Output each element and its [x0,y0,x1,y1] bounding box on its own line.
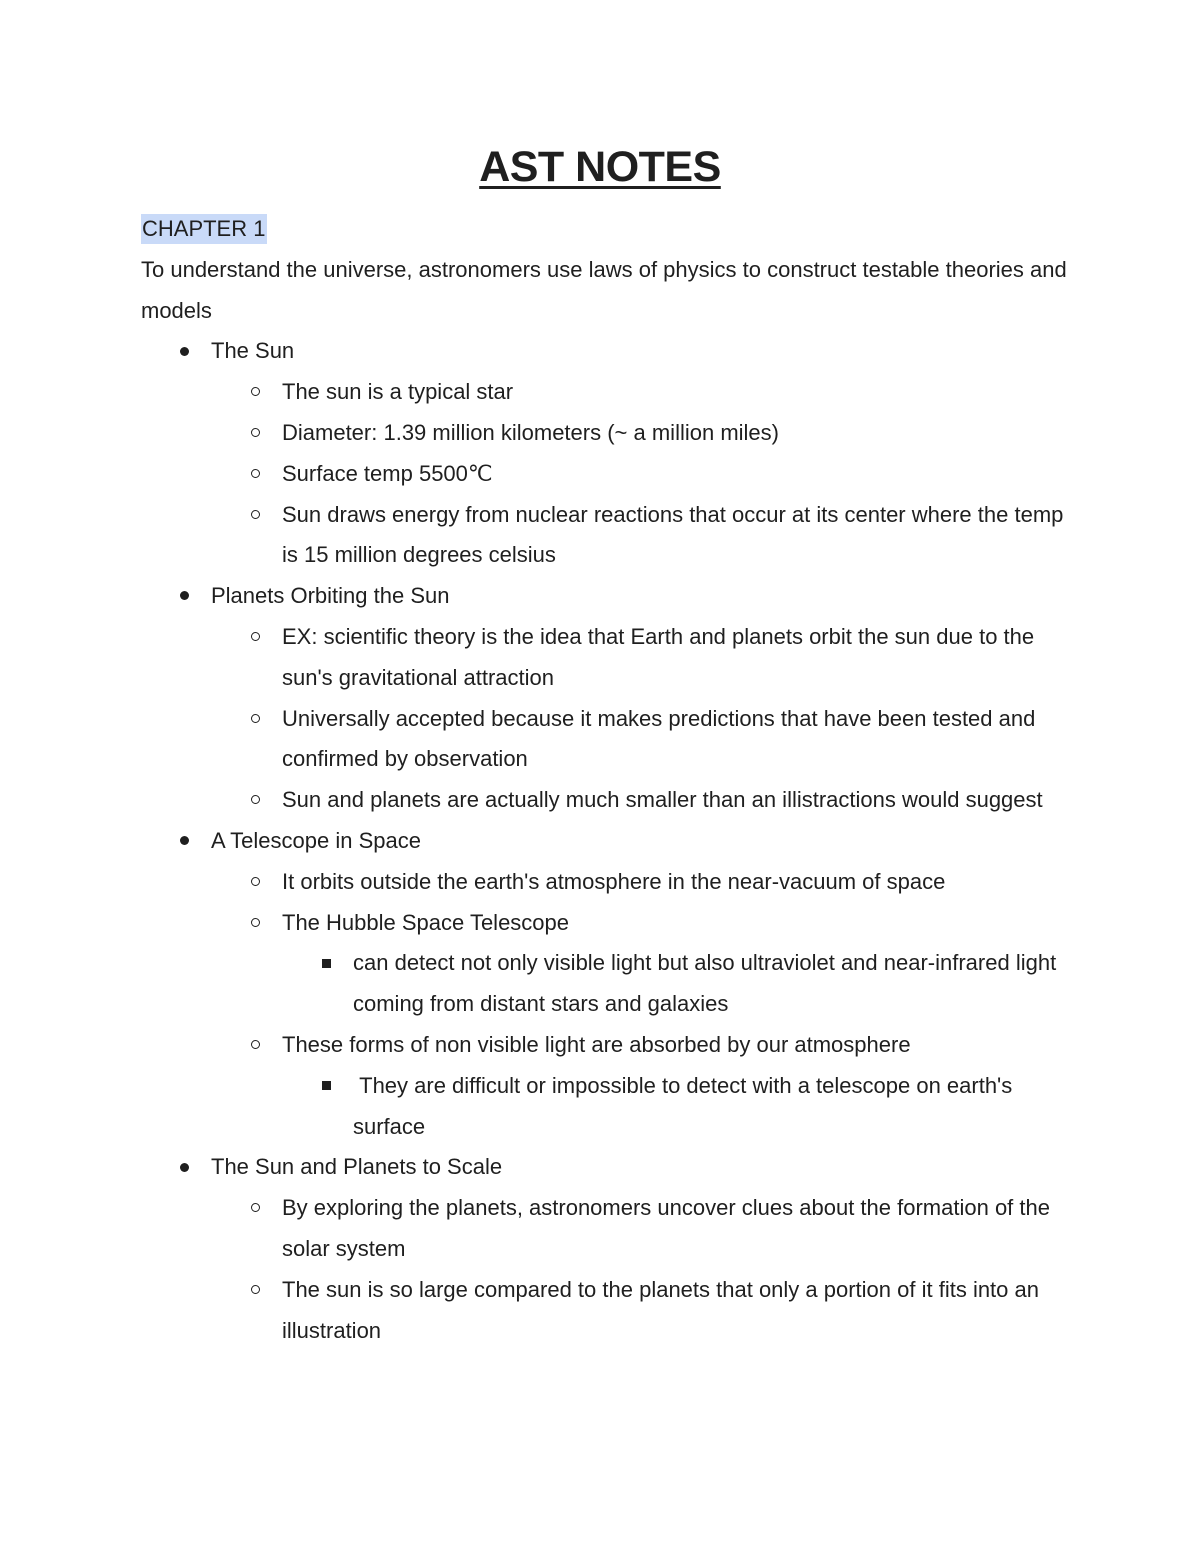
hollow-bullet-icon [245,1270,265,1311]
document-body [141,209,1071,1351]
hollow-bullet-icon [245,1025,265,1066]
filled-bullet-icon [174,821,194,862]
sub-bullet-text: Sun draws energy from nuclear reactions that occur at its center where the temp is 15 million degrees celsius [282,501,1064,568]
bullet-item [141,576,1071,617]
sub-bullet-item [141,699,1071,781]
sub-bullet-item [141,780,1071,821]
document-title: AST NOTES [479,143,721,191]
sub-bullet-item [141,413,1071,454]
sub-bullet-item [141,495,1071,577]
bullet-heading: The Sun and Planets to Scale [211,1154,503,1180]
sub-sub-bullet-text: They are difficult or impossible to detect with a telescope on earth's surface [353,1072,1019,1139]
sub-bullet-item [141,1270,1071,1352]
filled-bullet-icon [174,331,194,372]
sub-bullet-text: These forms of non visible light are absorbed by our atmosphere [282,1031,911,1057]
sub-bullet-text: Sun and planets are actually much smaller than an illistractions would suggest [282,787,1043,813]
sub-bullet-item [141,372,1071,413]
hollow-bullet-icon [245,862,265,903]
sub-sub-bullet-text: can detect not only visible light but also ultraviolet and near-infrared light coming from distant stars and galaxies [353,950,1057,1017]
sub-bullet-text: EX: scientific theory is the idea that Earth and planets orbit the sun due to the sun's gravitational attraction [282,623,1035,690]
sub-bullet-text: The sun is so large compared to the planets that only a portion of it fits into an illustration [282,1276,1039,1343]
chapter-heading: CHAPTER 1 [141,214,267,244]
sub-bullet-text: By exploring the planets, astronomers uncover clues about the formation of the solar system [282,1195,1050,1261]
sub-bullet-item [141,1025,1071,1066]
bullet-item [141,331,1071,372]
sub-bullet-item [141,454,1071,495]
square-bullet-icon [316,943,336,984]
hollow-bullet-icon [245,1188,265,1229]
hollow-bullet-icon [245,413,265,454]
hollow-bullet-icon [245,617,265,658]
bullet-heading: A Telescope in Space [211,827,421,853]
sub-bullet-text: It orbits outside the earth's atmosphere in the near-vacuum of space [282,868,946,894]
square-bullet-icon [316,1066,336,1107]
sub-sub-bullet-item [141,1066,1071,1148]
hollow-bullet-icon [245,372,265,413]
sub-bullet-item [141,1188,1071,1270]
bullet-item [141,1147,1071,1188]
filled-bullet-icon [174,576,194,617]
hollow-bullet-icon [245,454,265,495]
sub-sub-bullet-item [141,943,1071,1025]
hollow-bullet-icon [245,903,265,944]
hollow-bullet-icon [245,780,265,821]
hollow-bullet-icon [245,699,265,740]
intro-paragraph: To understand the universe, astronomers use laws of physics to construct testable theories and models [141,256,1067,323]
sub-bullet-text: The sun is a typical star [282,379,514,405]
bullet-heading: The Sun [211,338,295,364]
sub-bullet-text: Diameter: 1.39 million kilometers (~ a million miles) [282,419,779,445]
notes-list [141,331,1071,1351]
filled-bullet-icon [174,1147,194,1188]
sub-bullet-text: Universally accepted because it makes predictions that have been tested and confirmed by observation [282,705,1036,772]
sub-bullet-text: Surface temp 5500℃ [282,460,493,486]
sub-bullet-item [141,903,1071,944]
bullet-item [141,821,1071,862]
sub-bullet-text: The Hubble Space Telescope [282,909,570,935]
bullet-heading: Planets Orbiting the Sun [211,583,450,609]
sub-bullet-item [141,862,1071,903]
sub-bullet-item [141,617,1071,699]
hollow-bullet-icon [245,495,265,536]
